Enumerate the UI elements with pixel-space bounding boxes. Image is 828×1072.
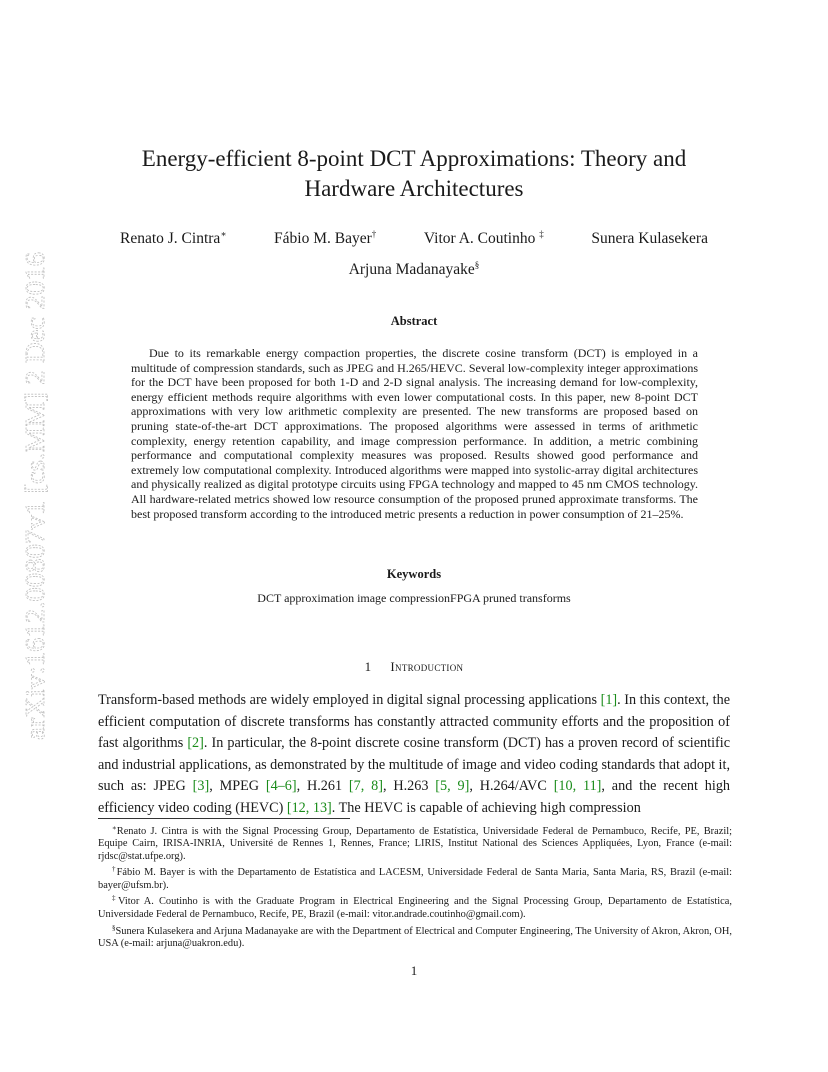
citation-link[interactable]: [1] [600, 692, 618, 708]
footnote-rule [98, 818, 350, 819]
arxiv-stamp [12, 250, 52, 740]
footnote: ∗Renato J. Cintra is with the Signal Processing Group, Departamento de Estatística, Universidade Federal de Pernambuco, Recife, PE, Brazil; Equipe Cairn, IRISA-INRIA, Université de Rennes 1, Rennes, France; LIRIS, Institut National des Sciences Appliquées, Lyon, France (e-mail: rjdsc@stat.ufpe.org). [98, 824, 732, 862]
paper-title [100, 144, 728, 204]
citation-link[interactable]: [3] [192, 778, 210, 794]
abstract-heading: Abstract [390, 314, 438, 328]
section-title: Introduction [390, 659, 464, 674]
author: Vitor A. Coutinho ‡ [423, 229, 544, 247]
citation-link[interactable]: [4–6] [265, 778, 297, 794]
author: Renato J. Cintra∗ [120, 229, 227, 247]
citation-link[interactable]: [7, 8] [348, 778, 383, 794]
footnotes [98, 822, 732, 951]
title-line-1: Energy-efficient 8-point DCT Approximations: Theory and [141, 146, 687, 171]
arxiv-stamp-text: arXiv:1612.00807v1 [cs.MM] 2 Dec 2016 [20, 282, 50, 740]
citation-link[interactable]: [12, 13] [286, 799, 332, 816]
page-number: 1 [410, 963, 418, 978]
section-heading [100, 659, 728, 675]
author: Arjuna Madanayake§ [348, 260, 480, 278]
title-line-2: Hardware Architectures [304, 176, 524, 201]
section-number: 1 [364, 659, 372, 674]
footnote: §Sunera Kulasekera and Arjuna Madanayake are with the Department of Electrical and Computer Engineering, The University of Akron, Akron, OH, USA (e-mail: arjuna@uakron.edu). [98, 923, 732, 949]
citation-link[interactable]: [5, 9] [435, 778, 470, 794]
footnote: ‡Vitor A. Coutinho is with the Graduate Program in Electrical Engineering and the Signal Processing Group, Departamento de Estatística, Universidade Federal de Pernambuco, Recife, PE, Brazil (e-mail: vitor.andrade.coutinho@gmail.com). [98, 894, 732, 920]
author: Fábio M. Bayer† [274, 229, 377, 247]
intro-paragraph: Transform-based methods are widely employed in digital signal processing applications [1]. In this context, the efficient computation of discrete transforms has constantly attracted community efforts and the proposition of fast algorithms [2]. In particular, the 8-point discrete cosine transform (DCT) has a proven record of scientific and industrial applications, as demonstrated by the multitude of image and video coding standards that adopt it, such as: JPEG [3], MPEG [4–6], H.261 [7, 8], H.263 [5, 9], H.264/AVC [10, 11], and the recent high efficiency video coding (HEVC) [12, 13]. The HEVC is capable of achieving high compression [98, 692, 731, 816]
citation-link[interactable]: [2] [187, 735, 204, 751]
author-list [100, 221, 728, 283]
keywords-text: DCT approximation image compressionFPGA pruned transforms [257, 591, 571, 605]
keywords-heading: Keywords [386, 567, 442, 581]
citation-link[interactable]: [10, 11] [553, 778, 602, 794]
abstract-text: Due to its remarkable energy compaction properties, the discrete cosine transform (DCT) is employed in a multitude of compression standards, such as JPEG and H.265/HEVC. Several low-complexity integer approximations for the DCT have been proposed for both 1-D and 2-D signal analysis. The increasing demand for low-complexity, energy efficient methods require algorithms with even lower computational costs. In this paper, new 8-point DCT approximations with very low arithmetic complexity are presented. The new transforms are proposed based on pruning state-of-the-art DCT approximations. The proposed algorithms were assessed in terms of arithmetic complexity, energy retention capability, and image compression performance. In addition, a metric combining performance and computational complexity measures was proposed. Results showed good performance and extremely low computational complexity. Introduced algorithms were mapped into systolic-array digital architectures and physically realized as digital prototype circuits using FPGA technology and mapped to 45 nm CMOS technology. All hardware-related metrics showed low resource consumption of the proposed pruned approximate transforms. The best proposed transform according to the introduced metric presents a reduction in power consumption of 21–25%. [131, 346, 698, 521]
footnote: †Fábio M. Bayer is with the Departamento de Estatística and LACESM, Universidade Federal de Santa Maria, Santa Maria, RS, Brazil (e-mail: bayer@ufsm.br). [98, 865, 733, 891]
author: Sunera Kulasekera [591, 230, 708, 247]
